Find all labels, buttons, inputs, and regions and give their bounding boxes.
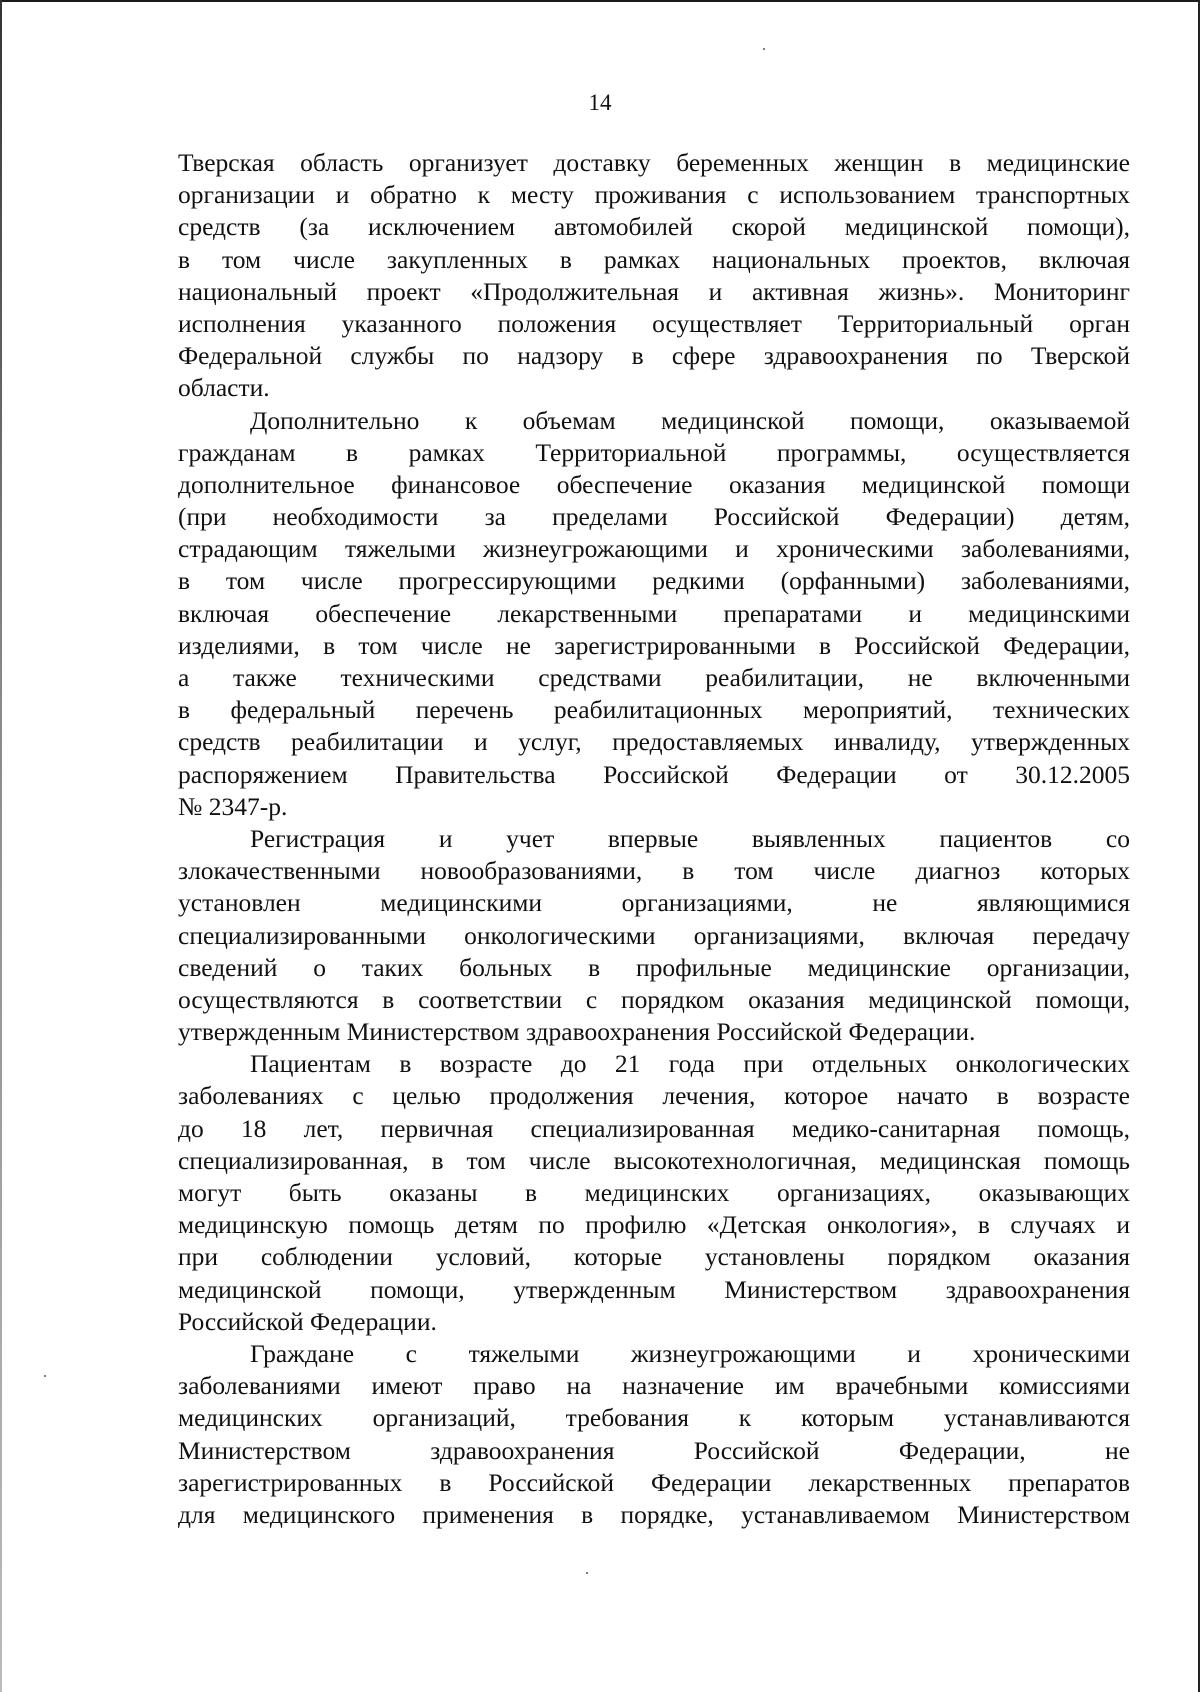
text-line: злокачественными новообразованиями, в том числе диагноз которых (178, 856, 1130, 886)
text-line: установлен медицинскими организациями, не являющимися (178, 888, 1130, 918)
text-line: № 2347-р. (178, 791, 288, 821)
text-line: изделиями, в том числе не зарегистрированными в Российской Федерации, (178, 630, 1130, 660)
text-line: Регистрация и учет впервые выявленных пациентов со (250, 823, 1130, 853)
text-line: для медицинского применения в порядке, устанавливаемом Министерством (178, 1499, 1130, 1529)
text-line: Дополнительно к объемам медицинской помощи, оказываемой (250, 405, 1130, 435)
text-line: национальный проект «Продолжительная и активная жизнь». Мониторинг (178, 276, 1130, 306)
text-line: в федеральный перечень реабилитационных мероприятий, технических (178, 695, 1130, 725)
text-line: Тверская область организует доставку беременных женщин в медицинские (178, 148, 1130, 177)
text-line: зарегистрированных в Российской Федерации лекарственных препаратов (178, 1467, 1130, 1497)
text-line: включая обеспечение лекарственными препаратами и медицинскими (178, 598, 1130, 628)
text-line: области. (178, 373, 270, 403)
text-line: Министерством здравоохранения Российской Федерации, не (178, 1435, 1130, 1465)
text-line: в том числе прогрессирующими редкими (орфанными) заболеваниями, (178, 566, 1130, 596)
text-line: (при необходимости за пределами Российской Федерации) детям, (178, 502, 1130, 532)
text-line: могут быть оказаны в медицинских организациях, оказывающих (178, 1178, 1130, 1207)
text-line: специализированная, в том числе высокотехнологичная, медицинская помощь (178, 1145, 1130, 1175)
scan-left-edge (0, 0, 2, 1692)
text-line: дополнительное финансовое обеспечение оказания медицинской помощи (178, 469, 1130, 499)
text-line: специализированными онкологическими организациями, включая передачу (178, 920, 1130, 950)
text-line: гражданам в рамках Территориальной программы, осуществляется (178, 437, 1130, 467)
text-line: средств реабилитации и услуг, предоставляемых инвалиду, утвержденных (178, 727, 1130, 757)
text-line: средств (за исключением автомобилей скорой медицинской помощи), (178, 212, 1130, 242)
text-line: Пациентам в возрасте до 21 года при отдельных онкологических (250, 1049, 1130, 1079)
text-line: до 18 лет, первичная специализированная медико-санитарная помощь, (178, 1113, 1130, 1143)
text-line: при соблюдении условий, которые установлены порядком оказания (178, 1242, 1130, 1272)
text-line: а также техническими средствами реабилитации, не включенными (178, 663, 1130, 692)
text-line: осуществляются в соответствии с порядком оказания медицинской помощи, (178, 984, 1130, 1014)
text-line: Российской Федерации. (178, 1306, 437, 1336)
scan-speck (763, 48, 765, 50)
text-line: исполнения указанного положения осуществляет Территориальный орган (178, 308, 1130, 338)
text-line: сведений о таких больных в профильные медицинские организации, (178, 952, 1130, 982)
text-line: Граждане с тяжелыми жизнеугрожающими и хроническими (250, 1338, 1130, 1368)
scan-speck (44, 1375, 46, 1377)
text-line: организации и обратно к месту проживания с использованием транспортных (178, 180, 1130, 210)
text-line: медицинской помощи, утвержденным Министерством здравоохранения (178, 1274, 1130, 1304)
text-line: утвержденным Министерством здравоохранения Российской Федерации. (178, 1017, 976, 1047)
text-line: медицинскую помощь детям по профилю «Детская онкология», в случаях и (178, 1210, 1130, 1240)
text-line: распоряжением Правительства Российской Федерации от 30.12.2005 (178, 759, 1130, 789)
text-line: медицинских организаций, требования к которым устанавливаются (178, 1403, 1130, 1433)
text-line: страдающим тяжелыми жизнеугрожающими и хроническими заболеваниями, (178, 534, 1130, 564)
text-line: заболеваниях с целью продолжения лечения, которое начато в возрасте (178, 1081, 1130, 1111)
text-line: заболеваниями имеют право на назначение им врачебными комиссиями (178, 1371, 1130, 1401)
page-number: 14 (588, 90, 612, 115)
document-body (178, 147, 1130, 1531)
scan-top-edge (0, 0, 1200, 2)
text-line: Федеральной службы по надзору в сфере здравоохранения по Тверской (178, 341, 1130, 371)
scan-speck (586, 1572, 588, 1574)
text-line: в том числе закупленных в рамках национальных проектов, включая (178, 244, 1130, 274)
